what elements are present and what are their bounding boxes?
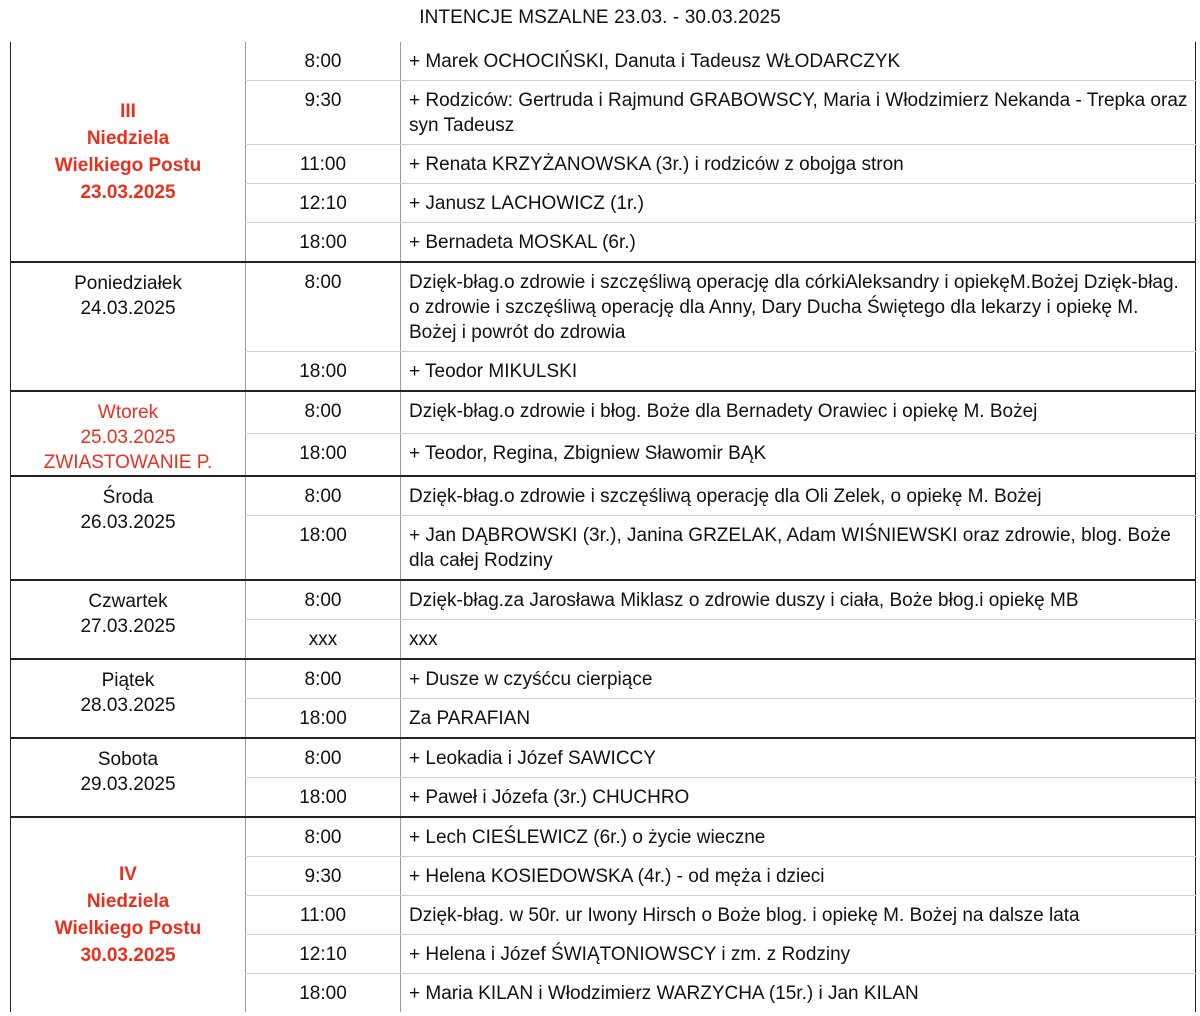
day-label-line: 24.03.2025 <box>80 298 176 319</box>
mass-intention: + Lech CIEŚLEWICZ (6r.) o życie wieczne <box>401 817 1196 857</box>
table-row <box>11 817 1196 857</box>
day-label-cell <box>11 476 246 580</box>
mass-time: 8:00 <box>246 476 401 516</box>
day-label <box>11 263 245 321</box>
schedule-body <box>11 42 1196 1012</box>
day-label <box>11 861 245 969</box>
mass-intention: + Teodor MIKULSKI <box>401 352 1196 392</box>
day-label-line: Piątek <box>101 670 155 691</box>
mass-intention: Dzięk-błag.za Jarosława Miklasz o zdrowie duszy i ciała, Boże błog.i opiekę MB <box>401 580 1196 620</box>
day-label <box>11 581 245 639</box>
mass-intention: Dzięk-błag. w 50r. ur Iwony Hirsch o Boże blog. i opiekę M. Bożej na dalsze lata <box>401 896 1196 935</box>
day-label-cell <box>11 659 246 738</box>
mass-time: 8:00 <box>246 580 401 620</box>
mass-intention: + Janusz LACHOWICZ (1r.) <box>401 184 1196 223</box>
table-row <box>11 262 1196 352</box>
day-label-line: Wtorek <box>97 402 159 423</box>
day-label-line: Czwartek <box>88 591 168 612</box>
mass-intention: + Maria KILAN i Włodzimierz WARZYCHA (15r.) i Jan KILAN <box>401 974 1196 1013</box>
day-label-line: 29.03.2025 <box>80 774 176 795</box>
table-row <box>11 391 1196 434</box>
day-label-line: 30.03.2025 <box>80 945 176 966</box>
day-label-cell <box>11 738 246 817</box>
mass-time: 18:00 <box>246 699 401 739</box>
mass-time: 11:00 <box>246 145 401 184</box>
mass-intention: + Marek OCHOCIŃSKI, Danuta i Tadeusz WŁODARCZYK <box>401 42 1196 81</box>
day-label-line: Wielkiego Postu <box>54 154 202 176</box>
mass-intention: + Bernadeta MOSKAL (6r.) <box>401 223 1196 263</box>
mass-time: 12:10 <box>246 935 401 974</box>
mass-time: 8:00 <box>246 42 401 81</box>
day-label-line: III <box>120 100 136 122</box>
day-label-cell <box>11 262 246 391</box>
day-label-line: 28.03.2025 <box>80 695 176 716</box>
mass-time: 8:00 <box>246 659 401 699</box>
mass-intention: Dzięk-błag.o zdrowie i szczęśliwą operację dla Oli Zelek, o opiekę M. Bożej <box>401 476 1196 516</box>
day-label-line: Niedziela <box>86 891 170 912</box>
mass-time: 18:00 <box>246 974 401 1013</box>
mass-time: 8:00 <box>246 738 401 778</box>
mass-intention: + Renata KRZYŻANOWSKA (3r.) i rodziców z obojga stron <box>401 145 1196 184</box>
day-label-line: 25.03.2025 <box>80 427 176 448</box>
day-label-line: IV <box>119 864 137 885</box>
mass-intention: + Helena KOSIEDOWSKA (4r.) - od męża i dzieci <box>401 857 1196 896</box>
mass-time: 18:00 <box>246 223 401 263</box>
page-title: INTENCJE MSZALNE 23.03. - 30.03.2025 <box>419 7 781 28</box>
day-label-cell <box>11 391 246 476</box>
day-label-line: Wielkiego Postu <box>54 918 202 939</box>
mass-time: xxx <box>246 620 401 660</box>
mass-time: 18:00 <box>246 434 401 477</box>
mass-intention: Dzięk-błag.o zdrowie i błog. Boże dla Bernadety Orawiec i opiekę M. Bożej <box>401 391 1196 434</box>
mass-time: 8:00 <box>246 817 401 857</box>
mass-intention: + Dusze w czyśćcu cierpiące <box>401 659 1196 699</box>
mass-intention: + Jan DĄBROWSKI (3r.), Janina GRZELAK, Adam WIŚNIEWSKI oraz zdrowie, blog. Boże dla całej Rodziny <box>401 516 1196 581</box>
mass-time: 18:00 <box>246 516 401 581</box>
day-label-line: Sobota <box>97 749 159 770</box>
mass-intention: + Leokadia i Józef SAWICCY <box>401 738 1196 778</box>
mass-intention: xxx <box>401 620 1196 660</box>
mass-intention: Dzięk-błag.o zdrowie i szczęśliwą operację dla córkiAleksandry i opiekęM.Bożej Dzięk-błag. o zdrowie i szczęśliwą operację dla Anny, Dary Ducha Świętego dla lekarzy i opiekę M. Bożej i powrót do zdrowia <box>401 262 1196 352</box>
mass-time: 18:00 <box>246 778 401 818</box>
day-label <box>11 98 245 206</box>
mass-intention: + Paweł i Józefa (3r.) CHUCHRO <box>401 778 1196 818</box>
mass-intention: + Helena i Józef ŚWIĄTONIOWSCY i zm. z Rodziny <box>401 935 1196 974</box>
mass-intention: + Rodziców: Gertruda i Rajmund GRABOWSCY, Maria i Włodzimierz Nekanda - Trepka oraz syn Tadeusz <box>401 81 1196 145</box>
table-row <box>11 42 1196 81</box>
day-label-line: ZWIASTOWANIE P. <box>43 452 213 473</box>
mass-time: 18:00 <box>246 352 401 392</box>
mass-intention: Za PARAFIAN <box>401 699 1196 739</box>
table-row <box>11 580 1196 620</box>
day-label-cell <box>11 580 246 659</box>
mass-time: 12:10 <box>246 184 401 223</box>
day-label-line: Środa <box>102 487 154 508</box>
day-label <box>11 392 245 475</box>
mass-time: 8:00 <box>246 391 401 434</box>
day-label-line: Niedziela <box>86 127 170 149</box>
day-label-cell <box>11 42 246 262</box>
mass-time: 11:00 <box>246 896 401 935</box>
day-label-cell <box>11 817 246 1012</box>
day-label <box>11 739 245 797</box>
day-label-line: 27.03.2025 <box>80 616 176 637</box>
mass-time: 9:30 <box>246 857 401 896</box>
table-row <box>11 476 1196 516</box>
mass-intention: + Teodor, Regina, Zbigniew Sławomir BĄK <box>401 434 1196 477</box>
mass-time: 9:30 <box>246 81 401 145</box>
day-label-line: Poniedziałek <box>74 273 182 294</box>
day-label <box>11 477 245 535</box>
day-label <box>11 660 245 718</box>
day-label-line: 23.03.2025 <box>80 181 176 203</box>
mass-time: 8:00 <box>246 262 401 352</box>
mass-intentions-table <box>10 42 1196 1012</box>
table-row <box>11 659 1196 699</box>
day-label-line: 26.03.2025 <box>80 512 176 533</box>
table-row <box>11 738 1196 778</box>
